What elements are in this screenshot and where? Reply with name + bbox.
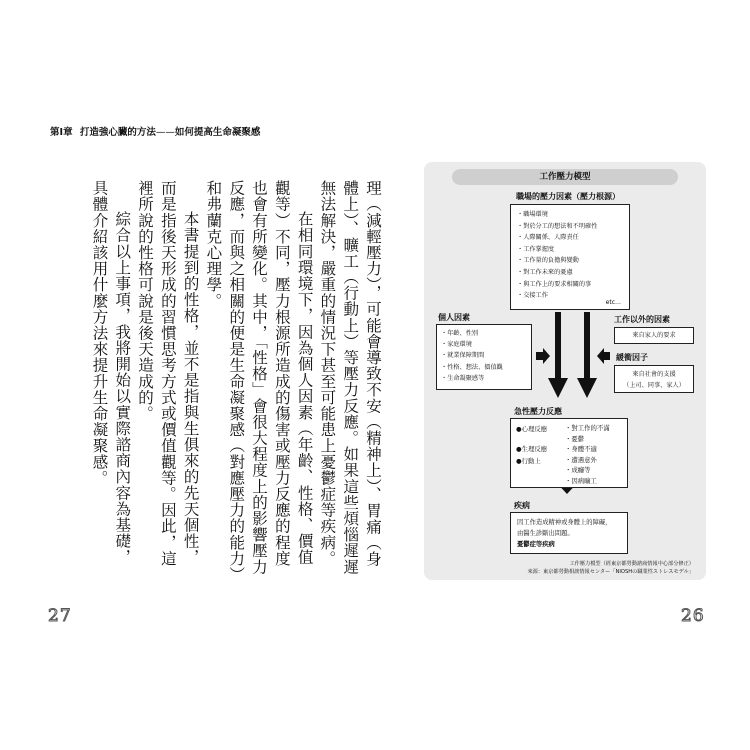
category-label: 行動上 <box>521 457 541 465</box>
list-item: ・ 身體不適 <box>565 444 610 455</box>
paragraph: 理（減輕壓力），可能會導致不安（精神上）、胃痛（身體上）、曠工（行動上）等壓力反應。如果這些煩惱遲遲無法解決，嚴重的情況下甚至可能患上憂鬱症等疾病。 <box>318 180 382 575</box>
list-item: ・ 對工作未來的憂慮 <box>517 267 629 279</box>
list-item: ・ 職場環境 <box>517 209 629 221</box>
individual-factors-label: 個人因素 <box>438 313 470 322</box>
buffer-line-1: 來自社會的支援 <box>632 371 676 378</box>
category-item: ●心理反應 <box>516 425 548 433</box>
list-item: ・ 家庭環境 <box>441 339 531 350</box>
chapter-suffix: 章 <box>63 127 73 138</box>
page-number-right: 26 <box>681 606 705 626</box>
chapter-label: 第 <box>50 127 60 138</box>
disease-line-2: 由醫生診斷出問題。 <box>517 530 574 537</box>
list-item: ・ 交接工作 <box>517 290 629 302</box>
chapter-header <box>50 124 260 138</box>
list-item: ・ 遭遇意外 <box>565 455 610 466</box>
chapter-dash: —— <box>155 127 175 138</box>
diagram-title: 工作壓力模型 <box>452 169 678 185</box>
disease-label: 疾病 <box>514 501 530 510</box>
list-item: ・ 對於分工的想法和不明確性 <box>517 221 629 233</box>
list-item: ・ 年齡、性別 <box>441 328 531 339</box>
acute-stress-box <box>510 418 628 488</box>
work-stress-model-diagram <box>424 162 706 580</box>
list-item: ・ 生命凝聚感等 <box>441 373 531 384</box>
disease-box <box>510 512 628 554</box>
source-reference: 來源：東京都勞動相談情報センター「NIOSHの職業性ストレスモデル」 <box>527 569 694 575</box>
list-item: ・ 與工作上的要求相關的事 <box>517 279 629 291</box>
right-pointing-arrow <box>536 348 550 364</box>
category-label: 生理反應 <box>521 445 548 453</box>
category-item: ●行動上 <box>516 457 541 465</box>
buffer-factors-label: 緩衝因子 <box>616 353 648 362</box>
category-label: 心理反應 <box>521 425 548 433</box>
non-work-factors-label: 工作以外的因素 <box>614 315 670 324</box>
source-caption: 工作壓力模型（經東京都勞動諮商情報中心部分修正） <box>569 561 694 567</box>
list-item: ・ 因病曠工 <box>565 476 610 487</box>
chapter-title: 打造強心臟的方法 <box>79 127 156 138</box>
paragraph: 在相同環境下，因為個人因素（年齡、性格、價值觀等）不同，壓力根源所造成的傷害或壓力反應的程度也會有所變化。其中，「性格」會很大程度上的影響壓力反應，而與之相關的便是生命凝聚感（對應壓力的能力）和弗蘭克心理學。 <box>204 180 314 575</box>
paragraph: 本書提到的性格，並不是指與生俱來的先天個性，而是指後天形成的習慣思考方式或價值觀等。因此，這裡所說的性格可說是後天造成的。 <box>136 180 200 567</box>
category-item: ●生理反應 <box>516 445 548 453</box>
disease-bold: 憂鬱症等疾病 <box>517 541 555 548</box>
page-number-left: 27 <box>48 606 72 626</box>
list-item: ・ 性格、想法、價值觀 <box>441 362 531 373</box>
body-text <box>54 180 384 580</box>
etc-text: etc… <box>605 299 621 306</box>
list-item: ・ 成癮等 <box>565 465 610 476</box>
list-item: ・ 工作量的負擔與變動 <box>517 255 629 267</box>
list-item: ・ 工作掌握度 <box>517 244 629 256</box>
list-item: ・ 對工作的不滿 <box>565 423 610 434</box>
right-down-arrow <box>577 312 597 398</box>
list-item: ・ 人際關係、人際責任 <box>517 232 629 244</box>
chapter-subtitle: 如何提高生命凝聚感 <box>174 127 261 138</box>
paragraph: 綜合以上事項，我將開始以實際諮商內容為基礎，具體介紹該用什麼方法來提升生命凝聚感。 <box>90 180 132 566</box>
buffer-line-2: （上司、同事、家人） <box>623 382 685 389</box>
left-down-arrow <box>548 312 568 398</box>
acute-stress-label: 急性壓力反應 <box>514 407 562 416</box>
list-item: ・ 憂鬱 <box>565 434 610 445</box>
left-pointing-arrow <box>597 348 610 364</box>
work-stress-label: 職場的壓力因素（壓力根源） <box>516 192 620 201</box>
disease-line-1: 因工作造成精神或身體上的障礙， <box>517 519 612 526</box>
list-item: ・ 就業保障期間 <box>441 350 531 361</box>
non-work-text: 來自家人的要求 <box>632 332 676 339</box>
chapter-number: Ⅰ <box>59 127 64 138</box>
